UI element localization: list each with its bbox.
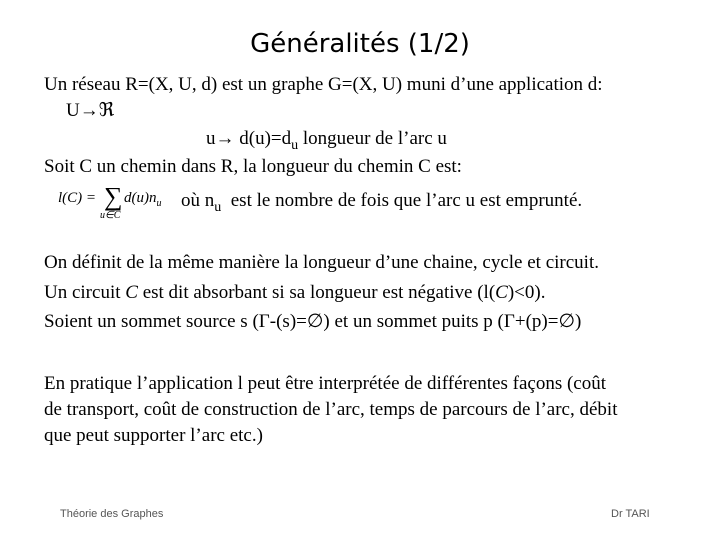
formula-rhs: $d(u)n_u$: [124, 190, 162, 209]
formula-lhs: l(C) =: [58, 190, 97, 206]
slide-title: Généralités (1/2): [250, 29, 470, 59]
text-line: U→ℜ: [66, 100, 115, 121]
footer-right: Dr TARI: [611, 508, 650, 520]
text-line: $u\to d(u)=d_u$ longueur de l’arc u: [206, 128, 447, 153]
sum-symbol: ∑: [104, 182, 123, 211]
footer-left: Théorie des Graphes: [60, 508, 164, 520]
text-line: Un circuit C est dit absorbant si sa longueur est négative (l(C)<0).: [44, 282, 546, 303]
text-line: Soit C un chemin dans R, la longueur du chemin C est:: [44, 156, 462, 177]
text-line: de transport, coût de construction de l’arc, temps de parcours de l’arc, débit: [44, 399, 618, 420]
text-line: Soient un sommet source s (Γ-(s)=∅) et un sommet puits p (Γ+(p)=∅): [44, 311, 582, 332]
text-line: où $n_u$ est le nombre de fois que l’arc u est emprunté.: [181, 190, 583, 215]
text-line: En pratique l’application l peut être interprétée de différentes façons (coût: [44, 373, 607, 394]
text-line: On définit de la même manière la longueur d’une chaine, cycle et circuit.: [44, 252, 599, 273]
text-line: Un réseau R=(X, U, d) est un graphe G=(X, U) muni d’une application d:: [44, 74, 603, 95]
text-line: que peut supporter l’arc etc.): [44, 425, 263, 446]
length-formula: [58, 182, 168, 224]
sum-index: u∈C: [100, 210, 121, 221]
